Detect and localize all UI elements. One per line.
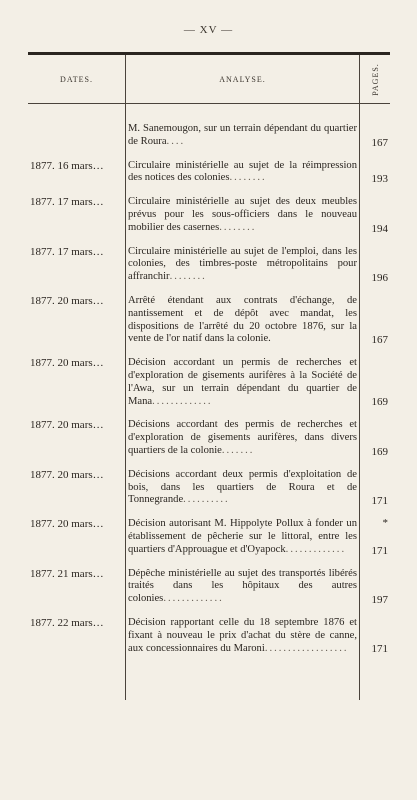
- index-entry: [28, 469, 390, 507]
- entry-leader: .............: [285, 543, 347, 555]
- entry-date: 1877. 20 mars…: [30, 518, 104, 531]
- entry-text: Décisions accordant deux permis d'exploitation de bois, dans les quartiers de Roura et de Tonnegrande..........: [128, 468, 357, 506]
- entry-page: 171: [371, 544, 388, 557]
- column-header-dates: DATES.: [60, 74, 93, 84]
- entry-page: 193: [371, 173, 388, 186]
- header-divider: [28, 103, 390, 104]
- entry-leader: ..................: [264, 642, 349, 654]
- entry-text: Circulaire ministérielle au sujet de l'emploi, dans les colonies, des timbres-poste métropolitains pour affranchir........: [128, 245, 357, 283]
- entry-date: 1877. 17 mars…: [30, 245, 104, 258]
- index-entry: [28, 123, 390, 149]
- entry-leader: ..........: [183, 494, 230, 506]
- entry-leader: .............: [152, 395, 213, 407]
- entry-text: Circulaire ministérielle au sujet de la réimpression des notices des colonies........: [128, 159, 357, 184]
- entry-leader: ........: [169, 271, 207, 283]
- entry-page: 169: [371, 445, 388, 458]
- entry-page-marker: *: [382, 516, 388, 529]
- index-entry: [28, 518, 390, 556]
- entry-text: Circulaire ministérielle au sujet des deux meubles prévus pour les sous-officiers dans le nouveau mobilier des casernes........: [128, 196, 357, 233]
- entry-text: Décisions accordant des permis de recherches et d'exploration de gisements aurifères, dans divers quartiers de la colonie.......: [128, 419, 357, 456]
- column-header-pages: PAGES.: [370, 62, 380, 96]
- entry-page: 171: [371, 495, 388, 508]
- entries-list: [28, 123, 390, 666]
- entry-page: 169: [371, 396, 388, 409]
- entry-text: M. Sanemougon, sur un terrain dépendant du quartier de Roura....: [128, 123, 357, 147]
- entry-page: 167: [371, 334, 388, 347]
- column-header-analyse: ANALYSE.: [219, 74, 266, 84]
- index-entry: [28, 419, 390, 457]
- entry-leader: ....: [166, 135, 186, 147]
- entry-text: Décision accordant un permis de recherches et d'exploration de gisements aurifères à la Société de l'Awa, sur un terrain dépendant du quartier de Mana.............: [128, 357, 357, 407]
- entry-date: 1877. 20 mars…: [30, 357, 104, 370]
- index-entry: [28, 617, 390, 655]
- entry-leader: ........: [229, 172, 267, 184]
- entry-text: Décision autorisant M. Hippolyte Pollux à fonder un établissement de pêcherie sur le littoral, entre les quartiers d'Approuague et d'Oyapock.............: [128, 518, 357, 555]
- entry-page: 167: [371, 136, 388, 149]
- index-entry: [28, 160, 390, 186]
- entry-page: 196: [371, 271, 388, 284]
- entry-leader: ........: [219, 221, 257, 233]
- entry-text: Décision rapportant celle du 18 septembre 1876 et fixant à nouveau le prix d'achat du stère de canne, aux concessionnaires du Maroni..................: [128, 616, 357, 654]
- index-entry: [28, 295, 390, 346]
- index-table: [28, 52, 390, 700]
- index-entry: [28, 357, 390, 408]
- entry-leader: .............: [163, 593, 224, 605]
- entry-page: 197: [371, 593, 388, 606]
- entry-date: 1877. 20 mars…: [30, 419, 104, 432]
- entry-date: 1877. 17 mars…: [30, 196, 104, 209]
- entry-text: Arrêté étendant aux contrats d'échange, de nantissement et de dépôt avec mandat, les dispositions de l'arrêté du 20 octobre 1876, sur la vente de l'or natif dans la colonie.: [128, 294, 357, 345]
- entry-text: Dépêche ministérielle au sujet des transportés libérés traités dans les hôpitaux des autres colonies.............: [128, 567, 357, 605]
- entry-page: 171: [371, 643, 388, 656]
- entry-date: 1877. 16 mars…: [30, 159, 104, 172]
- entry-date: 1877. 20 mars…: [30, 468, 104, 481]
- index-entry: [28, 246, 390, 284]
- entry-page: 194: [371, 222, 388, 235]
- entry-date: 1877. 21 mars…: [30, 567, 104, 580]
- index-entry: [28, 196, 390, 234]
- entry-leader: .......: [221, 444, 255, 456]
- page-header: — XV —: [183, 24, 234, 36]
- entry-date: 1877. 22 mars…: [30, 616, 104, 629]
- index-entry: [28, 568, 390, 606]
- entry-date: 1877. 20 mars…: [30, 294, 104, 307]
